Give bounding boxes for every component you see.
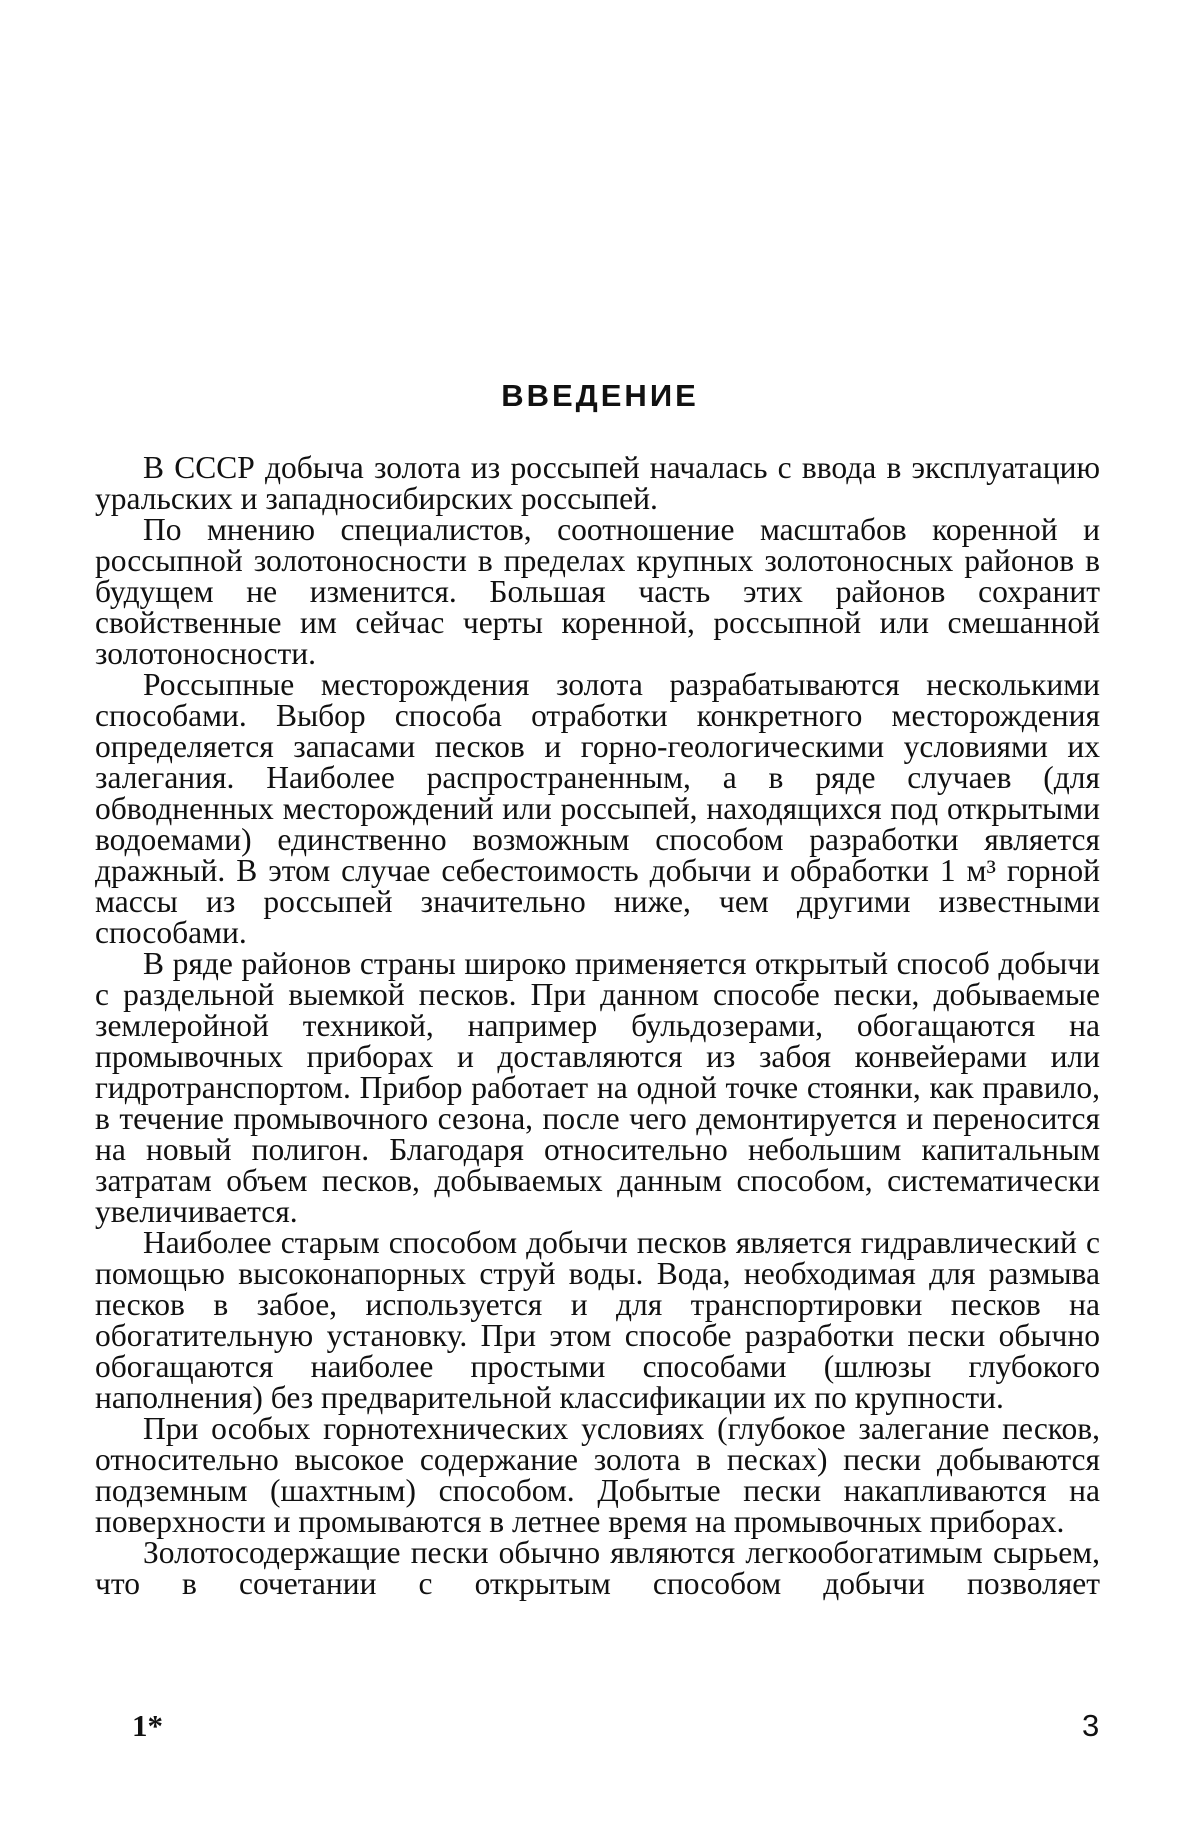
signature-mark: 1*: [132, 1708, 163, 1743]
paragraph-2: По мнению специалистов, соотношение масштабов коренной и россыпной золотоносности в пределах крупных золотоносных районов в будущем не изменится. Большая часть этих районов сохранит свойственные им сейчас черты коренной, россыпной или смешанной золотоносности.: [95, 512, 1100, 671]
page-title: ВВЕДЕНИЕ: [501, 378, 699, 413]
paragraph-3: Россыпные месторождения золота разрабатываются несколькими способами. Выбор способа отработки конкретного месторождения определяется запасами песков и горно-геологическими условиями их залегания. Наиболее распространенным, а в ряде случаев (для обводненных месторождений или россыпей, находящихся под открытыми водоемами) единственно возможным способом разработки является дражный. В этом случае себестоимость добычи и обработки 1 м³ горной массы из россыпей значительно ниже, чем другими известными способами.: [95, 667, 1100, 950]
paragraph-1: В СССР добыча золота из россыпей началась с ввода в эксплуатацию уральских и западносибирских россыпей.: [95, 450, 1100, 516]
page-number: 3: [1082, 1708, 1100, 1743]
paragraph-5: Наиболее старым способом добычи песков является гидравлический с помощью высоконапорных струй воды. Вода, необходимая для размыва песков в забое, используется и для транспортировки песков на обогатительную установку. При этом способе разработки пески обычно обогащаются наиболее простыми способами (шлюзы глубокого наполнения) без предварительной классификации их по крупности.: [95, 1225, 1100, 1415]
paragraph-4: В ряде районов страны широко применяется открытый способ добычи с раздельной выемкой песков. При данном способе пески, добываемые землеройной техникой, например бульдозерами, обогащаются на промывочных приборах и доставляются из забоя конвейерами или гидротранспортом. Прибор работает на одной точке стоянки, как правило, в течение промывочного сезона, после чего демонтируется и переносится на новый полигон. Благодаря относительно небольшим капитальным затратам объем песков, добываемых данным способом, систематически увеличивается.: [95, 946, 1100, 1229]
paragraph-7: Золотосодержащие пески обычно являются легкообогатимым сырьем, что в сочетании с открытым способом добычи позволяет: [95, 1535, 1100, 1601]
paragraph-6: При особых горнотехнических условиях (глубокое залегание песков, относительно высокое содержание золота в песках) пески добываются подземным (шахтным) способом. Добытые пески накапливаются на поверхности и промываются в летнее время на промывочных приборах.: [95, 1411, 1100, 1539]
body-text: [95, 452, 1100, 1599]
